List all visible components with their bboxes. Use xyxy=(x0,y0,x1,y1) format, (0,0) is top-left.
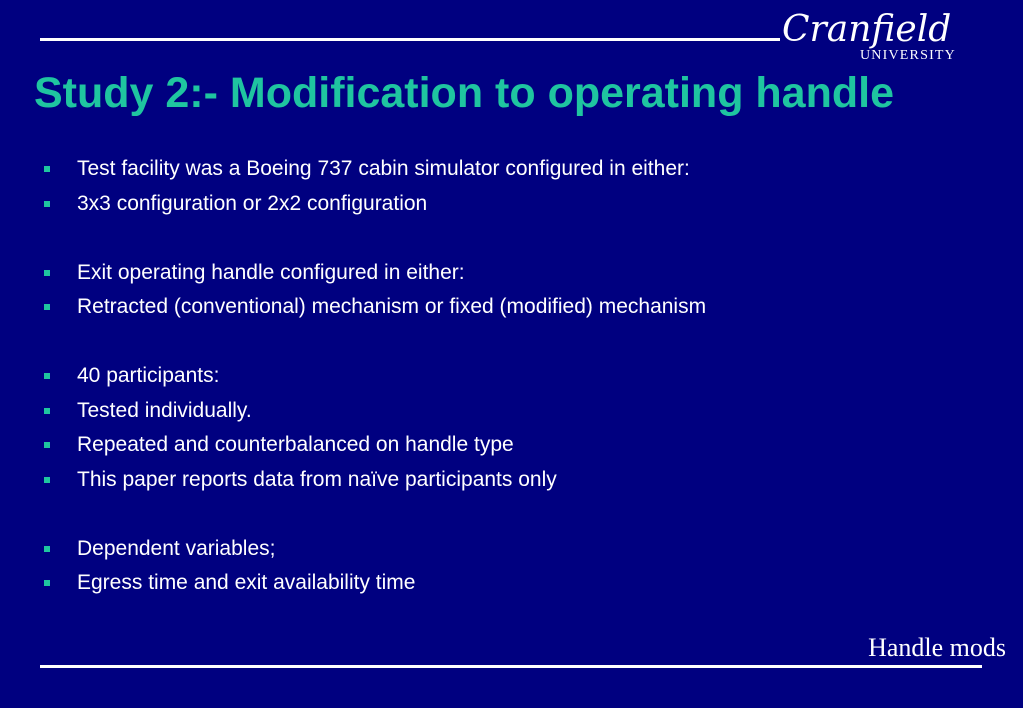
square-bullet-icon xyxy=(44,166,50,172)
bullet-text: Repeated and counterbalanced on handle type xyxy=(77,433,514,456)
logo-wordmark: Cranfield xyxy=(782,9,952,50)
bullet-text: Egress time and exit availability time xyxy=(77,571,416,594)
bullet-text: 3x3 configuration or 2x2 configuration xyxy=(77,191,428,215)
square-bullet-icon xyxy=(44,546,50,552)
square-bullet-icon xyxy=(44,408,50,414)
bullet-text: Test facility was a Boeing 737 cabin simulator configured in either: xyxy=(77,157,690,180)
cranfield-logo xyxy=(782,10,992,66)
footer-label: Handle mods xyxy=(868,633,1006,662)
bullet-text: 40 participants: xyxy=(77,364,220,387)
square-bullet-icon xyxy=(44,201,50,207)
top-rule xyxy=(40,38,780,41)
slide-title: Study 2:- Modification to operating handle xyxy=(34,69,894,117)
square-bullet-icon xyxy=(44,442,50,448)
logo-subtitle: UNIVERSITY xyxy=(860,48,956,63)
square-bullet-icon xyxy=(44,580,50,586)
square-bullet-icon xyxy=(44,304,50,310)
square-bullet-icon xyxy=(44,373,50,379)
bottom-rule xyxy=(40,665,982,668)
square-bullet-icon xyxy=(44,270,50,276)
bullet-text: Exit operating handle configured in either: xyxy=(77,260,465,284)
bullet-text: Dependent variables; xyxy=(77,536,276,560)
bullet-text: This paper reports data from naïve participants only xyxy=(77,467,557,491)
bullet-text: Retracted (conventional) mechanism or fixed (modified) mechanism xyxy=(77,295,707,318)
bullet-text: Tested individually. xyxy=(77,398,252,422)
square-bullet-icon xyxy=(44,477,50,483)
